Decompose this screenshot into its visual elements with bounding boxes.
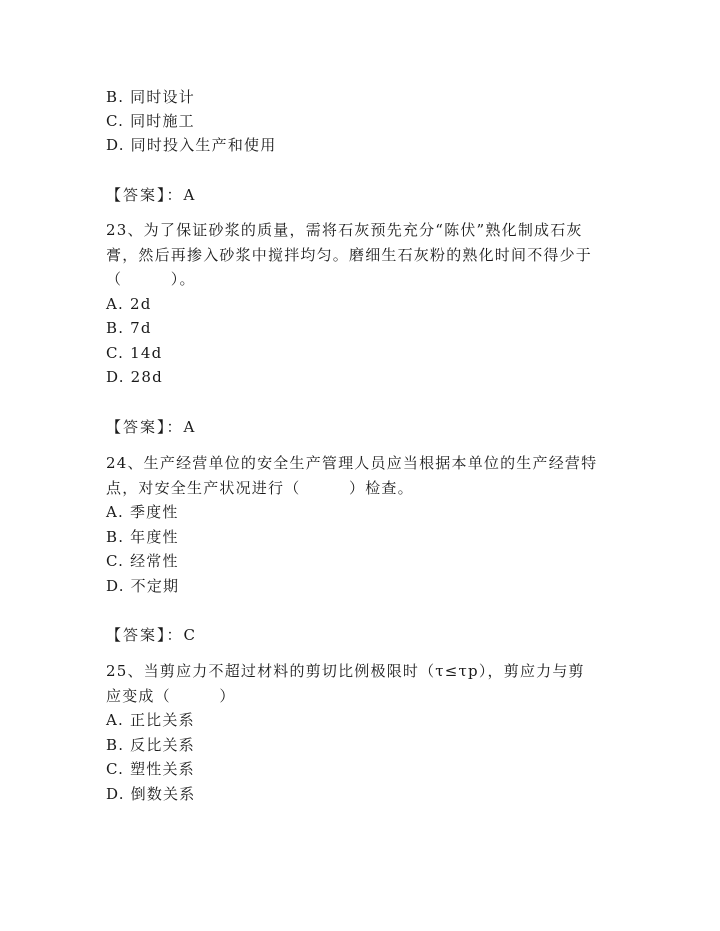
q23-stem-line-3: （ ）。 (106, 270, 196, 288)
q23-answer: 【答案】：A (106, 418, 197, 436)
q22-option-c: C. 同时施工 (106, 112, 195, 130)
q23-option-b: B. 7d (106, 319, 152, 337)
q23-stem-line-1: 23、为了保证砂浆的质量，需将石灰预先充分“陈伏”熟化制成石灰 (106, 221, 583, 239)
q22-option-b: B. 同时设计 (106, 88, 195, 106)
q23-option-c: C. 14d (106, 344, 163, 362)
q23-option-d: D. 28d (106, 368, 163, 386)
q22-answer: 【答案】：A (106, 186, 197, 204)
q24-option-b: B. 年度性 (106, 528, 179, 546)
q23-stem-line-2: 膏，然后再掺入砂浆中搅拌均匀。磨细生石灰粉的熟化时间不得少于 (106, 246, 593, 264)
q24-option-d: D. 不定期 (106, 577, 180, 595)
q25-stem-line-1: 25、当剪应力不超过材料的剪切比例极限时（τ≤τp），剪应力与剪 (106, 662, 585, 680)
q24-option-c: C. 经常性 (106, 552, 179, 570)
q24-stem-line-1: 24、生产经营单位的安全生产管理人员应当根据本单位的生产经营特 (106, 454, 598, 472)
q25-stem-line-2: 应变成（ ） (106, 687, 236, 705)
q25-option-b: B. 反比关系 (106, 736, 195, 754)
q23-option-a: A. 2d (106, 295, 152, 313)
q24-stem-line-2: 点，对安全生产状况进行（ ）检查。 (106, 479, 414, 497)
q24-option-a: A. 季度性 (106, 503, 179, 521)
q25-option-c: C. 塑性关系 (106, 760, 195, 778)
q24-answer: 【答案】：C (106, 626, 197, 644)
q25-option-a: A. 正比关系 (106, 711, 195, 729)
q25-option-d: D. 倒数关系 (106, 785, 196, 803)
q22-option-d: D. 同时投入生产和使用 (106, 136, 277, 154)
